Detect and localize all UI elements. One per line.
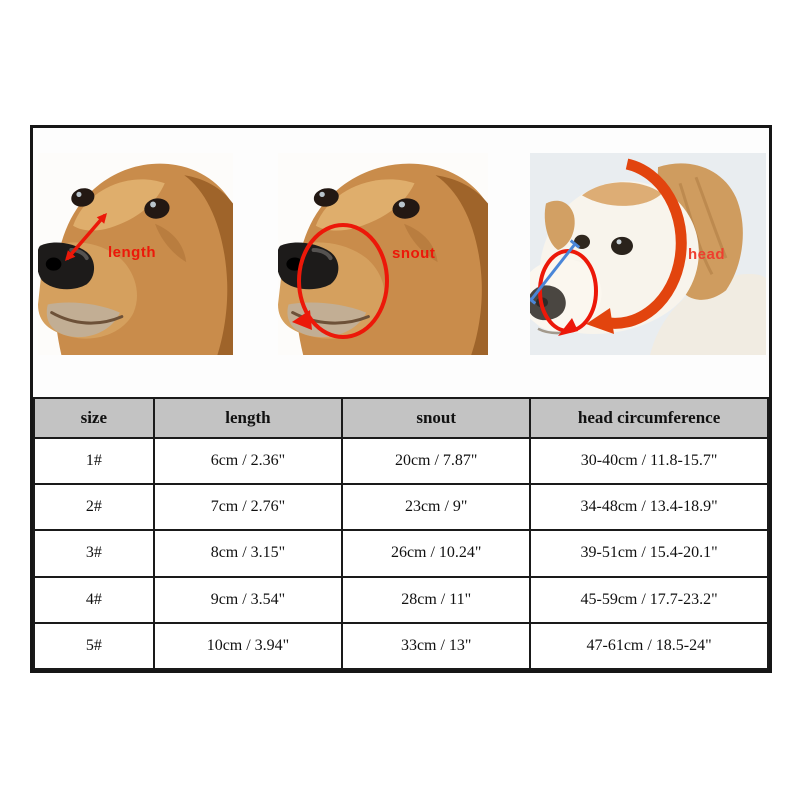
table-row (34, 530, 768, 576)
snout-value: 20cm / 7.87" (342, 438, 530, 484)
size-value: 1# (34, 438, 154, 484)
length-label: length (108, 244, 156, 261)
snout-value: 26cm / 10.24" (342, 530, 530, 576)
length-value: 7cm / 2.76" (154, 484, 343, 530)
header-snout: snout (342, 398, 530, 438)
header-length: length (154, 398, 343, 438)
measurement-panel-head (530, 153, 766, 355)
head-label: head (688, 246, 726, 263)
table-row (34, 484, 768, 530)
content-frame (30, 125, 772, 673)
table-row (34, 438, 768, 484)
head-value: 30-40cm / 11.8-15.7" (530, 438, 768, 484)
head-value: 34-48cm / 13.4-18.9" (530, 484, 768, 530)
head-value: 47-61cm / 18.5-24" (530, 623, 768, 669)
header-size: size (34, 398, 154, 438)
size-table (33, 397, 769, 670)
size-value: 4# (34, 577, 154, 623)
length-value: 6cm / 2.36" (154, 438, 343, 484)
table-header-row (34, 398, 768, 438)
snout-value: 33cm / 13" (342, 623, 530, 669)
length-value: 8cm / 3.15" (154, 530, 343, 576)
table-row (34, 623, 768, 669)
length-value: 10cm / 3.94" (154, 623, 343, 669)
head-value: 39-51cm / 15.4-20.1" (530, 530, 768, 576)
size-value: 2# (34, 484, 154, 530)
length-value: 9cm / 3.54" (154, 577, 343, 623)
size-table-section (33, 397, 769, 670)
header-head-circumference: head circumference (530, 398, 768, 438)
measurement-panel-length (38, 153, 233, 355)
size-value: 5# (34, 623, 154, 669)
measurement-guide-photos (33, 128, 769, 397)
head-value: 45-59cm / 17.7-23.2" (530, 577, 768, 623)
snout-value: 23cm / 9" (342, 484, 530, 530)
snout-value: 28cm / 11" (342, 577, 530, 623)
snout-label: snout (392, 245, 436, 262)
measurement-panel-snout (278, 153, 488, 355)
snout-circle-arrow (278, 153, 488, 355)
table-row (34, 577, 768, 623)
size-value: 3# (34, 530, 154, 576)
head-circumference-arc (530, 153, 766, 355)
